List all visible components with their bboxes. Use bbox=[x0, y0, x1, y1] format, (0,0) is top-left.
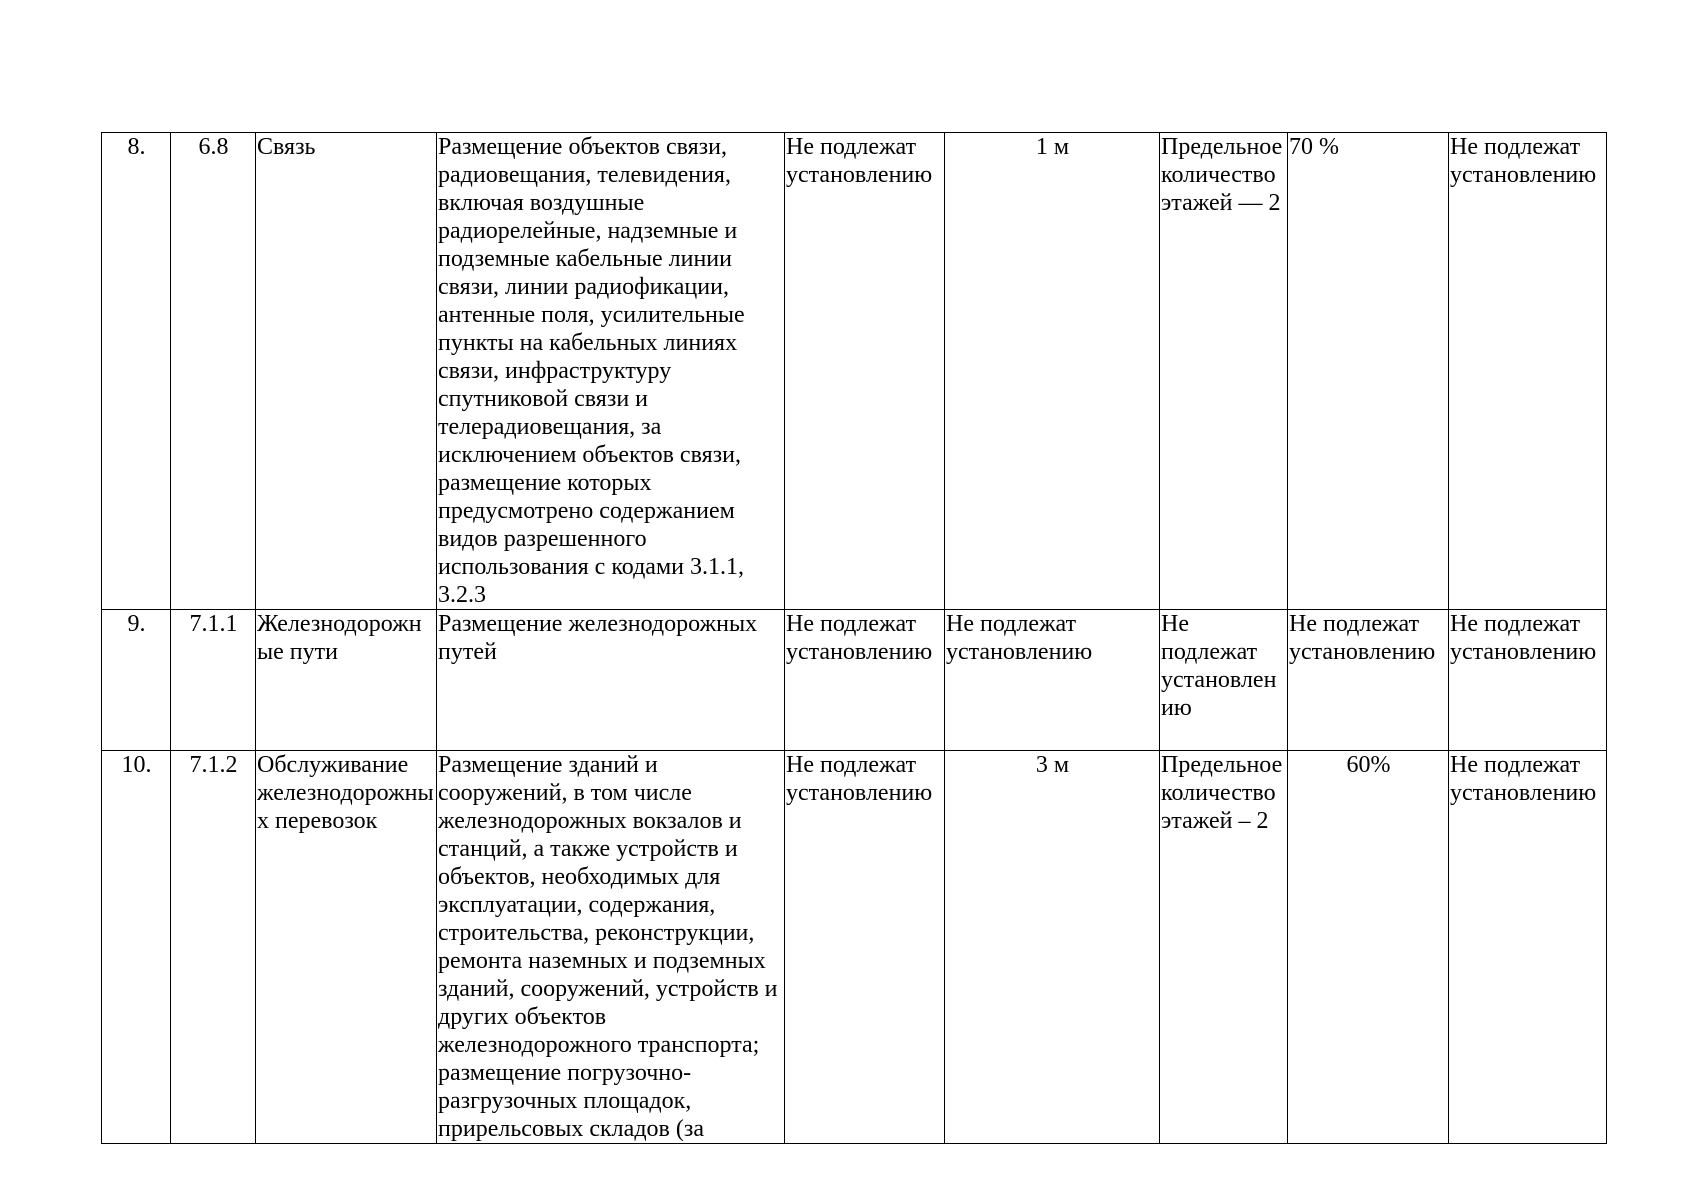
other-parameters-cell: Не подлежат установлению bbox=[1449, 610, 1607, 751]
floors-limit-cell: Предельное количество этажей — 2 bbox=[1160, 133, 1288, 610]
coverage-percent-cell: 70 % bbox=[1288, 133, 1449, 610]
use-code-cell: 6.8 bbox=[171, 133, 256, 610]
setback-cell: 3 м bbox=[945, 751, 1160, 1144]
parameter-cell: Не подлежат установлению bbox=[785, 610, 945, 751]
coverage-percent-cell: Не подлежат установлению bbox=[1288, 610, 1449, 751]
table-row bbox=[102, 751, 1607, 1144]
parameter-cell: Не подлежат установлению bbox=[785, 751, 945, 1144]
row-number-cell: 10. bbox=[102, 751, 171, 1144]
setback-cell: 1 м bbox=[945, 133, 1160, 610]
zoning-regulations-table bbox=[101, 132, 1607, 1144]
use-name-cell: Железнодорожные пути bbox=[256, 610, 437, 751]
coverage-percent-cell: 60% bbox=[1288, 751, 1449, 1144]
floors-limit-cell: Не подлежат установлению bbox=[1160, 610, 1288, 751]
table-row bbox=[102, 610, 1607, 751]
use-description-cell: Размещение объектов связи, радиовещания, телевидения, включая воздушные радиорелейные, надземные и подземные кабельные линии связи, линии радиофикации, антенные поля, усилительные пункты на кабельных линиях связи, инфраструктуру спутниковой связи и телерадиовещания, за исключением объектов связи, размещение которых предусмотрено содержанием видов разрешенного использования с кодами 3.1.1, 3.2.3 bbox=[437, 133, 785, 610]
floors-limit-cell: Предельное количество этажей – 2 bbox=[1160, 751, 1288, 1144]
use-description-cell: Размещение зданий и сооружений, в том числе железнодорожных вокзалов и станций, а также устройств и объектов, необходимых для эксплуатации, содержания, строительства, реконструкции, ремонта наземных и подземных зданий, сооружений, устройств и других объектов железнодорожного транспорта; размещение погрузочно-разгрузочных площадок, прирельсовых складов (за bbox=[437, 751, 785, 1144]
setback-cell: Не подлежат установлению bbox=[945, 610, 1160, 751]
use-name-cell: Обслуживание железнодорожных перевозок bbox=[256, 751, 437, 1144]
use-code-cell: 7.1.2 bbox=[171, 751, 256, 1144]
row-number-cell: 9. bbox=[102, 610, 171, 751]
parameter-cell: Не подлежат установлению bbox=[785, 133, 945, 610]
table-row bbox=[102, 133, 1607, 610]
row-number-cell: 8. bbox=[102, 133, 171, 610]
other-parameters-cell: Не подлежат установлению bbox=[1449, 133, 1607, 610]
other-parameters-cell: Не подлежат установлению bbox=[1449, 751, 1607, 1144]
use-name-cell: Связь bbox=[256, 133, 437, 610]
use-code-cell: 7.1.1 bbox=[171, 610, 256, 751]
use-description-cell: Размещение железнодорожных путей bbox=[437, 610, 785, 751]
